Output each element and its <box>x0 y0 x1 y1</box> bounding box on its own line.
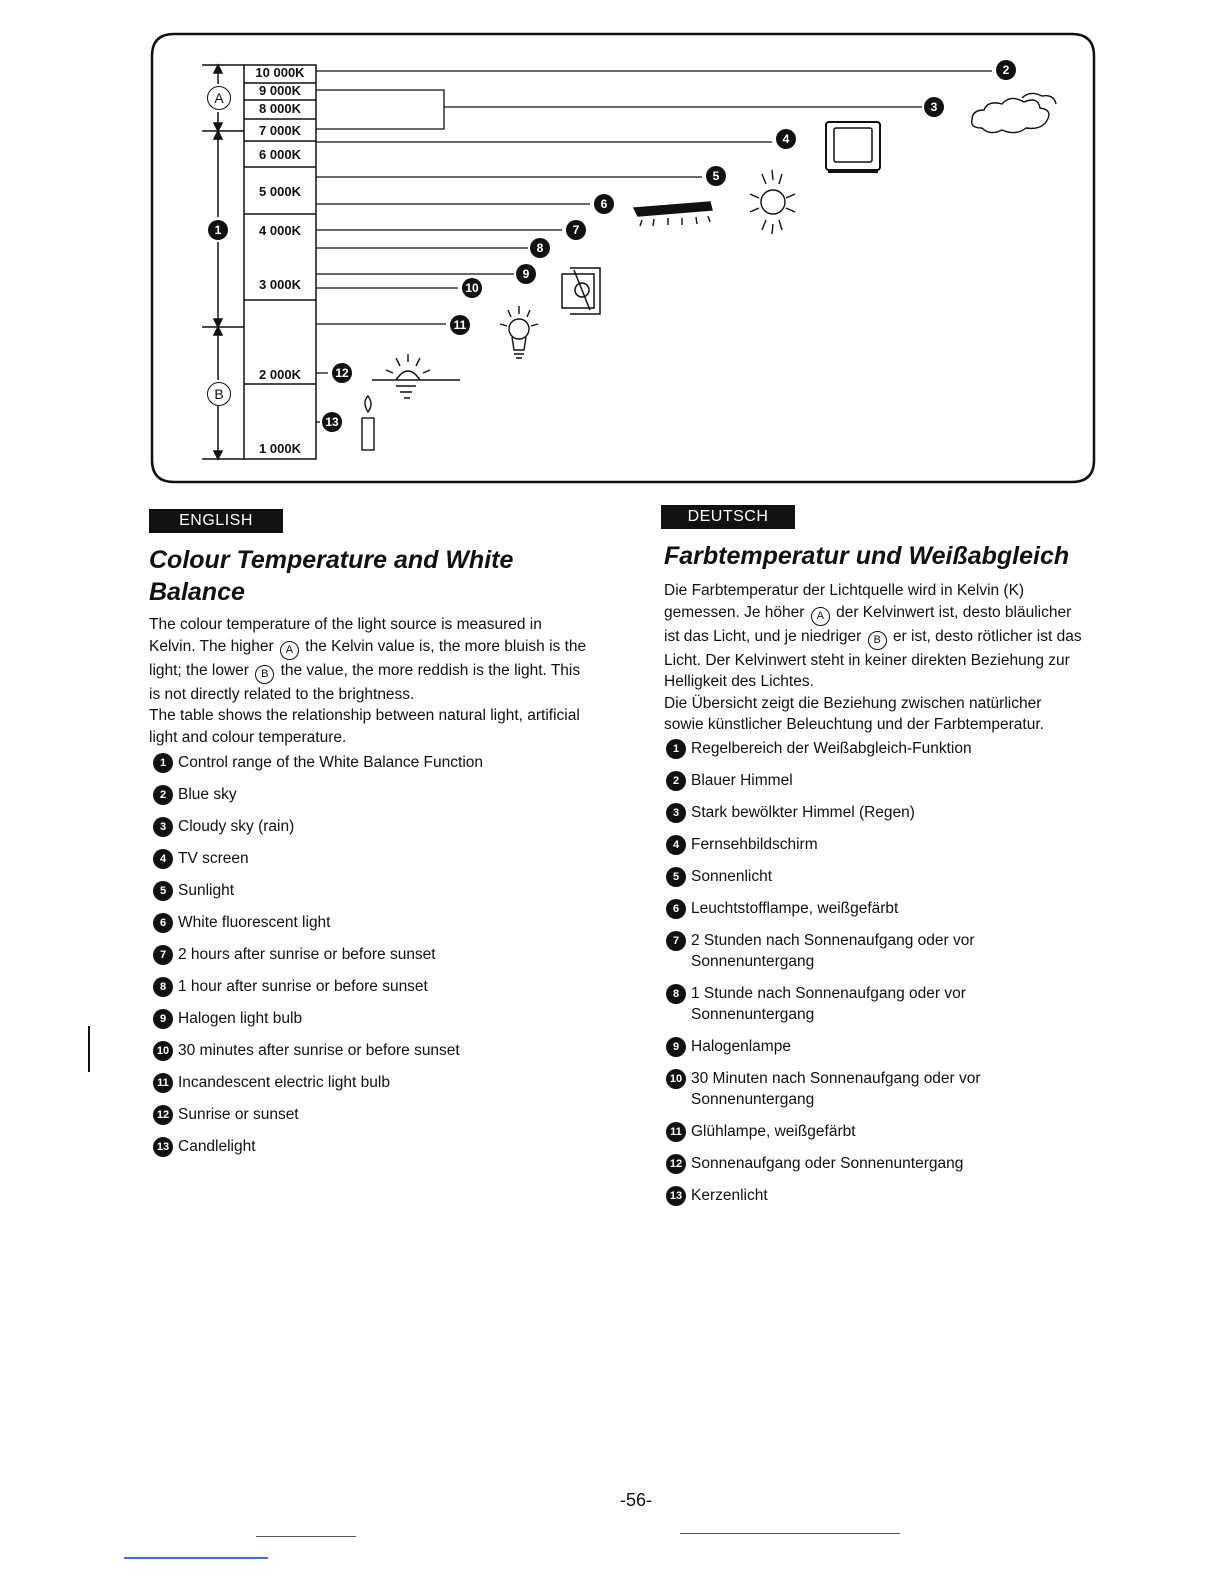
cloud-icon <box>972 93 1056 132</box>
legend-item <box>153 1136 593 1157</box>
legend-number: 11 <box>153 1073 173 1093</box>
kelvin-4000: 4 000K <box>259 223 301 238</box>
legend-text: Candlelight <box>178 1138 256 1155</box>
legend-item <box>666 770 1066 791</box>
kelvin-10000: 10 000K <box>255 65 305 80</box>
marker-b: B <box>868 631 887 650</box>
legend-item <box>666 1153 1066 1174</box>
callout-12: 12 <box>332 363 352 383</box>
legend-text: 2 hours after sunrise or before sunset <box>178 946 436 963</box>
callout-6: 6 <box>594 194 614 214</box>
legend-text: 2 Stunden nach Sonnenaufgang oder vor Sonnenuntergang <box>691 932 975 970</box>
legend-number: 2 <box>666 771 686 791</box>
halogen-lamp-icon <box>562 268 600 314</box>
legend-item <box>153 784 593 805</box>
legend-number: 4 <box>666 835 686 855</box>
legend-item <box>153 848 593 869</box>
legend-number: 10 <box>153 1041 173 1061</box>
legend-item <box>666 738 1066 759</box>
deutsch-para-1a: Die Farbtemperatur der Lichtquelle wird in Kelvin (K) gemessen. Je höher <box>664 582 1025 621</box>
legend-text: Sunlight <box>178 882 235 899</box>
scan-artifact <box>680 1533 900 1534</box>
english-badge: ENGLISH <box>149 509 283 533</box>
legend-item <box>666 1121 1066 1142</box>
english-para-1b: the Kelvin value is, the more bluish is the light; the lower <box>149 637 587 679</box>
legend-number: 6 <box>666 899 686 919</box>
legend-text: Leuchtstofflampe, weißgefärbt <box>691 900 899 917</box>
callout-13: 13 <box>322 412 342 432</box>
leader-lines <box>316 71 992 422</box>
range-label-1: 1 <box>208 220 228 240</box>
deutsch-para-1 <box>664 580 1084 693</box>
legend-text: Control range of the White Balance Function <box>178 754 484 771</box>
legend-number: 10 <box>666 1069 686 1089</box>
legend-item <box>666 930 1066 972</box>
kelvin-6000: 6 000K <box>259 147 301 162</box>
legend-number: 8 <box>666 984 686 1004</box>
legend-item <box>666 866 1066 887</box>
legend-text: Blue sky <box>178 786 237 803</box>
english-para-1 <box>149 614 589 705</box>
legend-text: 1 Stunde nach Sonnenaufgang oder vor Sonnenuntergang <box>691 985 966 1023</box>
legend-item <box>666 1068 1066 1110</box>
legend-number: 13 <box>666 1186 686 1206</box>
scan-artifact <box>256 1536 356 1537</box>
deutsch-para-1c: er ist, desto rötlicher ist das Licht. Der Kelvinwert steht in keiner direkten Beziehung zur Helligkeit des Lichtes. <box>664 627 1082 690</box>
deutsch-title: Farbtemperatur und Weißabgleich <box>664 542 1070 570</box>
legend-item <box>153 976 593 997</box>
legend-text: Kerzenlicht <box>691 1187 768 1204</box>
legend-item <box>666 1036 1066 1057</box>
legend-text: Halogen light bulb <box>178 1010 303 1027</box>
diagram-graphics <box>150 32 1096 484</box>
deutsch-legend <box>666 738 1066 1217</box>
english-title: Colour Temperature and White Balance <box>149 546 514 606</box>
legend-text: Incandescent electric light bulb <box>178 1074 390 1091</box>
legend-number: 3 <box>153 817 173 837</box>
legend-number: 6 <box>153 913 173 933</box>
legend-item <box>666 1185 1066 1206</box>
kelvin-8000: 8 000K <box>259 101 301 116</box>
callout-9: 9 <box>516 264 536 284</box>
legend-item <box>666 802 1066 823</box>
page-number: -56- <box>619 1490 652 1510</box>
legend-number: 12 <box>153 1105 173 1125</box>
legend-text: 30 Minuten nach Sonnenaufgang oder vor Sonnenuntergang <box>691 1070 981 1108</box>
legend-number: 1 <box>666 739 686 759</box>
blue-underline <box>124 1557 268 1559</box>
english-para-2: The table shows the relationship between natural light, artificial light and colour temperature. <box>149 707 580 746</box>
legend-number: 5 <box>666 867 686 887</box>
callout-5: 5 <box>706 166 726 186</box>
tv-icon <box>826 122 880 172</box>
deutsch-badge: DEUTSCH <box>661 505 795 529</box>
legend-item <box>153 1040 593 1061</box>
deutsch-para-1b: der Kelvinwert ist, desto bläulicher ist das Licht, und je niedriger <box>664 603 1072 645</box>
margin-mark <box>88 1026 90 1072</box>
legend-item <box>153 912 593 933</box>
callout-10: 10 <box>462 278 482 298</box>
legend-text: Blauer Himmel <box>691 772 793 789</box>
kelvin-1000: 1 000K <box>259 441 301 456</box>
marker-a: A <box>811 607 830 626</box>
legend-text: Stark bewölkter Himmel (Regen) <box>691 804 915 821</box>
sunset-icon <box>372 354 460 398</box>
legend-item <box>666 834 1066 855</box>
legend-number: 8 <box>153 977 173 997</box>
sun-icon <box>750 170 795 234</box>
callout-2: 2 <box>996 60 1016 80</box>
legend-number: 4 <box>153 849 173 869</box>
legend-number: 7 <box>666 931 686 951</box>
legend-number: 7 <box>153 945 173 965</box>
legend-text: Sunrise or sunset <box>178 1106 299 1123</box>
legend-number: 9 <box>153 1009 173 1029</box>
legend-number: 11 <box>666 1122 686 1142</box>
marker-a: A <box>280 641 299 660</box>
range-label-b: B <box>207 382 231 406</box>
callout-8: 8 <box>530 238 550 258</box>
callout-11: 11 <box>450 315 470 335</box>
callout-4: 4 <box>776 129 796 149</box>
legend-number: 13 <box>153 1137 173 1157</box>
english-para-1c: the value, the more reddish is the light. This is not directly related to the brightness. <box>149 661 581 703</box>
legend-item <box>153 880 593 901</box>
legend-text: Sonnenlicht <box>691 868 773 885</box>
legend-item <box>666 983 1066 1025</box>
legend-number: 9 <box>666 1037 686 1057</box>
colour-temperature-diagram <box>150 32 1096 484</box>
legend-text: TV screen <box>178 850 249 867</box>
legend-text: Halogenlampe <box>691 1038 791 1055</box>
legend-number: 2 <box>153 785 173 805</box>
legend-item <box>153 1104 593 1125</box>
legend-text: Sonnenaufgang oder Sonnenuntergang <box>691 1155 964 1172</box>
legend-text: Regelbereich der Weißabgleich-Funktion <box>691 740 972 757</box>
legend-number: 1 <box>153 753 173 773</box>
legend-item <box>153 816 593 837</box>
candle-icon <box>362 396 374 450</box>
legend-number: 12 <box>666 1154 686 1174</box>
range-label-a: A <box>207 86 231 110</box>
marker-b: B <box>255 665 274 684</box>
legend-item <box>666 898 1066 919</box>
legend-text: Fernsehbildschirm <box>691 836 818 853</box>
callout-3: 3 <box>924 97 944 117</box>
legend-text: Glühlampe, weißgefärbt <box>691 1123 856 1140</box>
callout-7: 7 <box>566 220 586 240</box>
legend-item <box>153 752 593 773</box>
light-bulb-icon <box>500 306 538 358</box>
legend-number: 5 <box>153 881 173 901</box>
deutsch-intro <box>664 580 1084 736</box>
legend-item <box>153 1072 593 1093</box>
kelvin-5000: 5 000K <box>259 184 301 199</box>
english-para-1a: The colour temperature of the light source is measured in Kelvin. The higher <box>149 616 542 655</box>
deutsch-para-2: Die Übersicht zeigt die Beziehung zwischen natürlicher sowie künstlicher Beleuchtung und der Farbtemperatur. <box>664 694 1044 733</box>
kelvin-7000: 7 000K <box>259 123 301 138</box>
legend-item <box>153 944 593 965</box>
kelvin-3000: 3 000K <box>259 277 301 292</box>
legend-number: 3 <box>666 803 686 823</box>
legend-text: 1 hour after sunrise or before sunset <box>178 978 428 995</box>
kelvin-2000: 2 000K <box>259 367 301 382</box>
kelvin-9000: 9 000K <box>259 83 301 98</box>
english-legend <box>153 752 593 1168</box>
legend-text: 30 minutes after sunrise or before sunset <box>178 1042 460 1059</box>
english-intro <box>149 614 589 748</box>
fluorescent-tube-icon <box>634 202 712 226</box>
legend-text: Cloudy sky (rain) <box>178 818 295 835</box>
legend-item <box>153 1008 593 1029</box>
legend-text: White fluorescent light <box>178 914 331 931</box>
